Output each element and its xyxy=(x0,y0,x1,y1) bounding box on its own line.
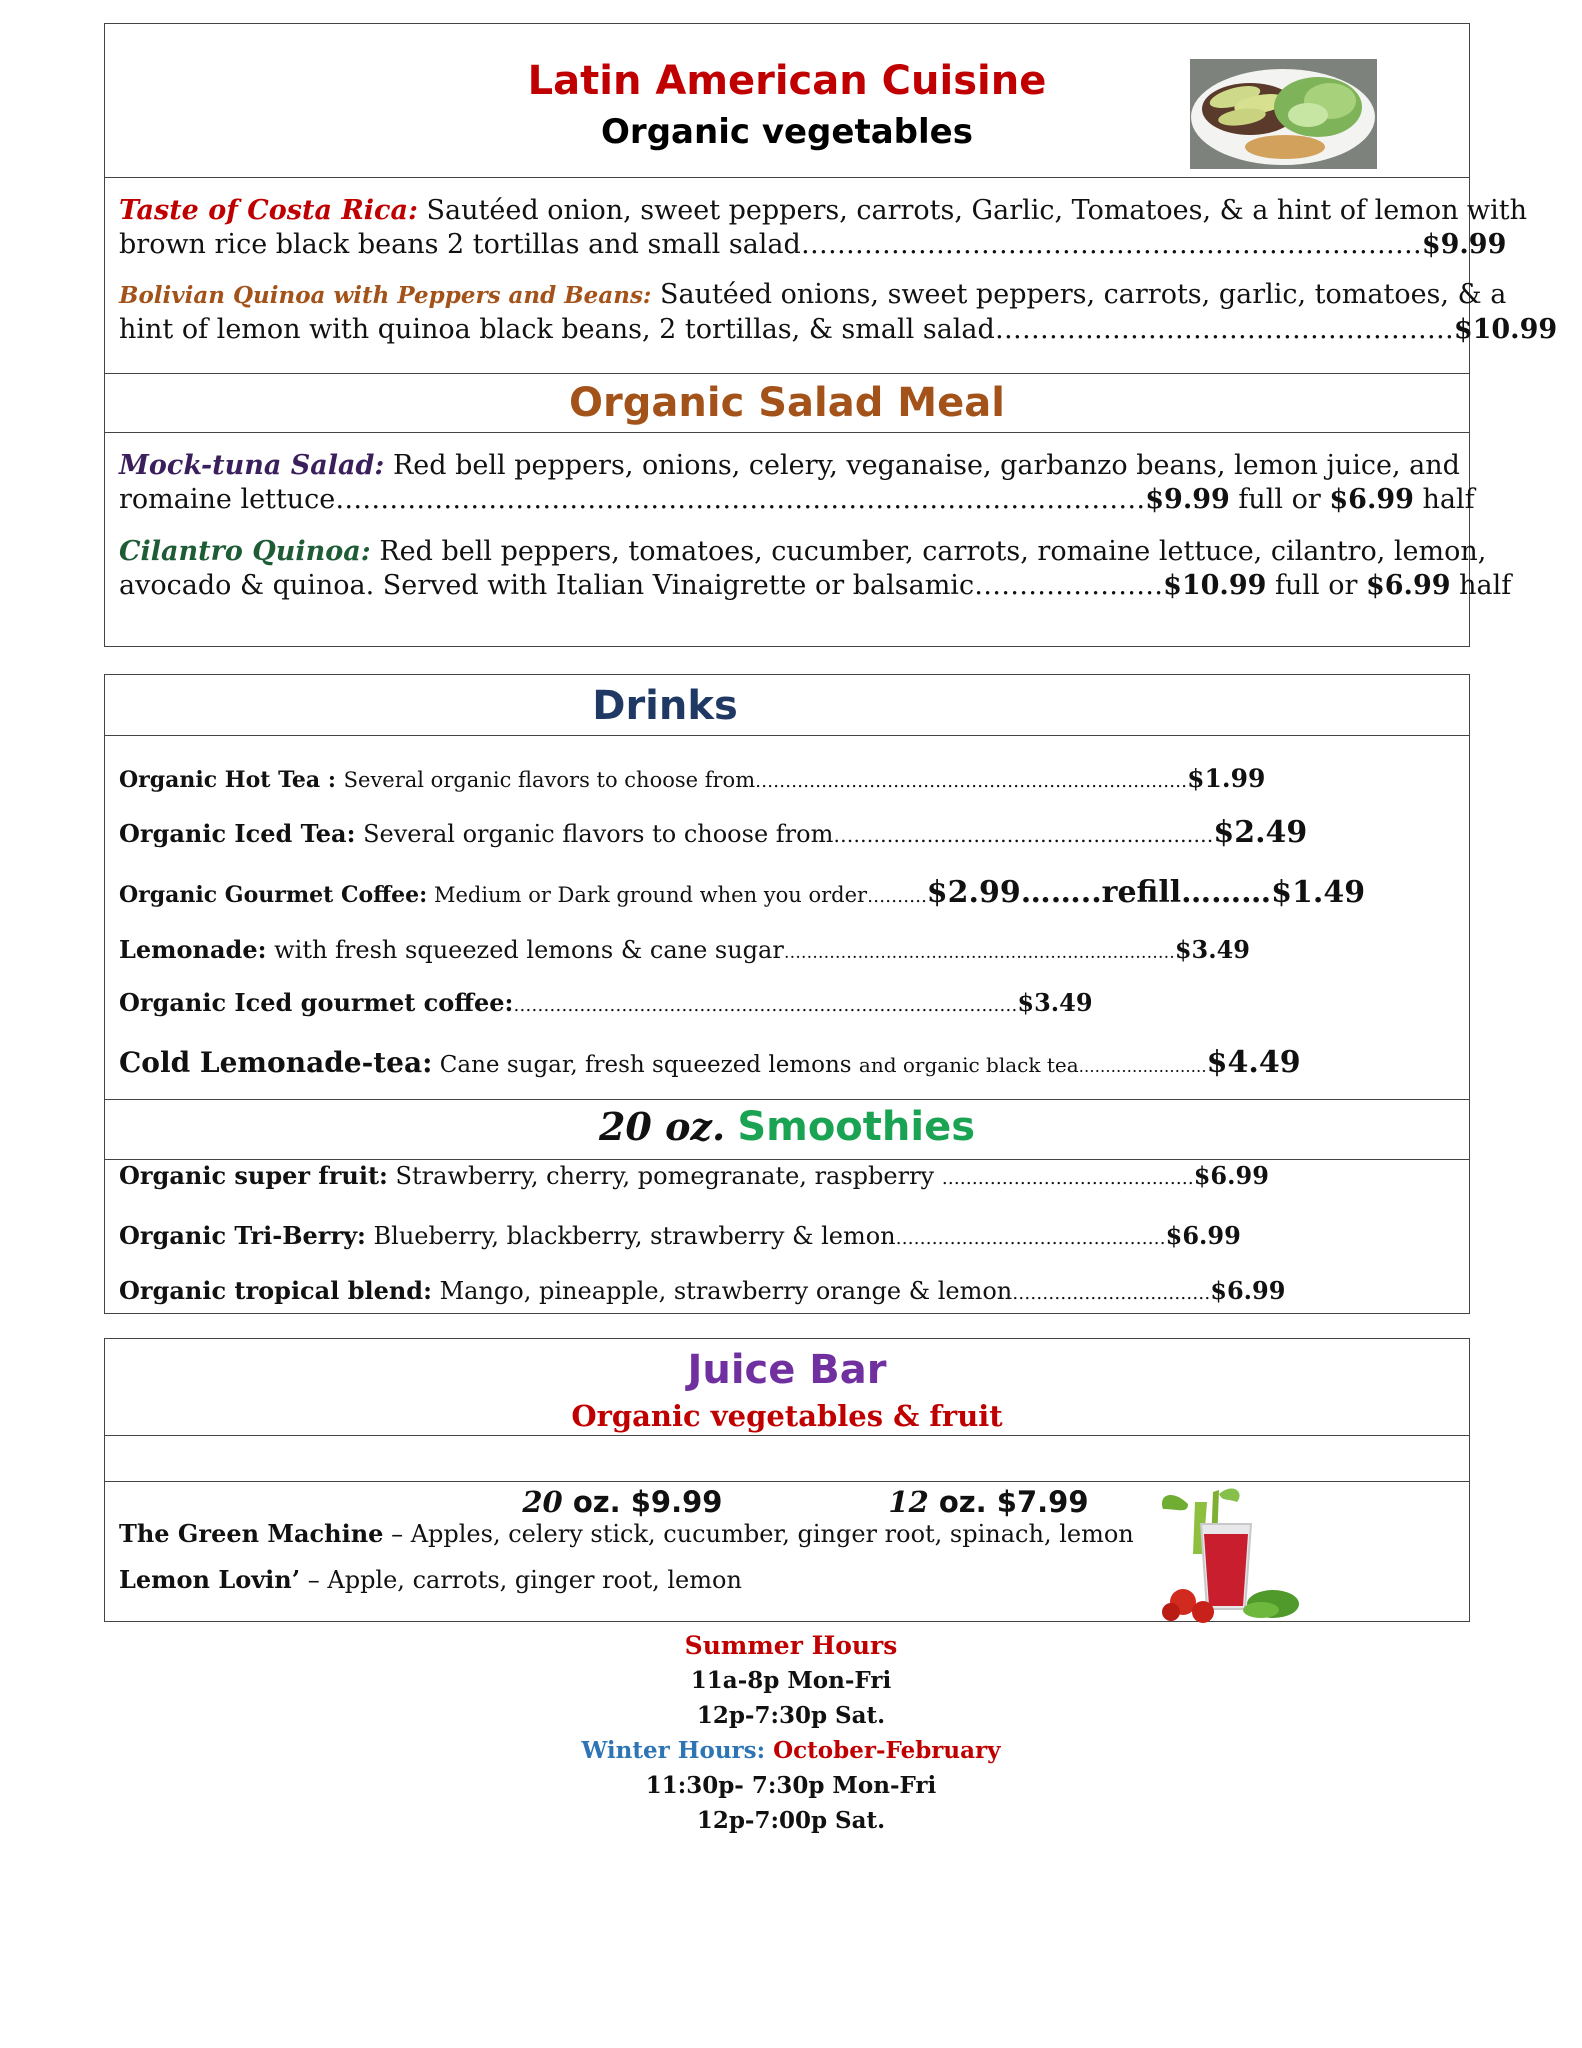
menu-item-cilantro-quinoa xyxy=(119,535,1512,603)
drink-name: Organic Iced gourmet coffee: xyxy=(119,988,514,1017)
item-name: Bolivian Quinoa with Peppers and Beans: xyxy=(119,282,652,309)
juice-bar-panel xyxy=(104,1338,1470,1622)
item-name: Cilantro Quinoa: xyxy=(119,536,371,567)
item-desc: brown rice black beans 2 tortillas and small salad xyxy=(119,229,801,260)
item-desc: Sautéed onion, sweet peppers, carrots, Garlic, Tomatoes, & a hint of lemon with xyxy=(417,195,1528,226)
drink-iced-tea xyxy=(119,815,1307,850)
drink-price: $4.49 xyxy=(1206,1045,1301,1080)
smoothie-desc: Mango, pineapple, strawberry orange & lemon xyxy=(431,1277,1013,1305)
price-full: $9.99 xyxy=(1145,484,1230,515)
menu-title: Latin American Cuisine xyxy=(527,58,1047,104)
smoothie-size: 20 oz. xyxy=(598,1104,726,1149)
drink-lemonade xyxy=(119,935,1250,964)
juice-name: Lemon Lovin’ xyxy=(119,1565,301,1594)
smoothie-desc: Blueberry, blackberry, strawberry & lemon xyxy=(365,1222,896,1250)
summer-hours-label: Summer Hours xyxy=(684,1631,898,1660)
smoothie-name: Organic tropical blend: xyxy=(119,1276,432,1305)
menu-item-costa-rica xyxy=(119,194,1528,262)
item-desc: Sautéed onions, sweet peppers, carrots, garlic, tomatoes, & a xyxy=(651,279,1507,310)
drink-cold-lemonade-tea xyxy=(119,1045,1301,1080)
juice-heading: Juice Bar xyxy=(687,1347,887,1393)
dish-illustration xyxy=(1190,59,1377,169)
winter-hours-weekday: 11:30p- 7:30p Mon-Fri xyxy=(645,1772,937,1799)
drink-desc: with fresh squeezed lemons & cane sugar xyxy=(266,936,784,964)
juice-name: The Green Machine xyxy=(119,1519,384,1548)
summer-hours-weekday: 11a-8p Mon-Fri xyxy=(690,1667,892,1694)
smoothie-price: $6.99 xyxy=(1165,1221,1241,1250)
drinks-panel xyxy=(104,674,1470,1314)
summer-hours-saturday: 12p-7:30p Sat. xyxy=(696,1702,886,1729)
drink-name: Cold Lemonade-tea: xyxy=(119,1046,433,1079)
half-label: half xyxy=(1450,570,1512,601)
leader-dots: ……………………………………………………………… xyxy=(755,771,1188,792)
salad-heading: Organic Salad Meal xyxy=(569,380,1005,426)
item-desc: avocado & quinoa. Served with Italian Vinaigrette or balsamic xyxy=(119,570,975,601)
leader-dots: ………………………………………………… xyxy=(833,823,1214,847)
full-label: full or xyxy=(1229,484,1330,515)
drink-name: Organic Iced Tea: xyxy=(119,819,356,848)
size-small: 12 xyxy=(888,1485,929,1519)
price-full: $10.99 xyxy=(1163,570,1267,601)
item-desc: romaine lettuce xyxy=(119,484,336,515)
leader-dots: …………………………………………………………… xyxy=(783,943,1175,963)
juice-desc: – Apple, carrots, ginger root, lemon xyxy=(300,1566,742,1594)
smoothie-name: Organic super fruit: xyxy=(119,1161,388,1190)
winter-hours-label: Winter Hours: xyxy=(581,1737,766,1764)
refill-label: ……..refill……… xyxy=(1020,875,1272,910)
drinks-heading: Drinks xyxy=(592,683,738,729)
item-name: Mock-tuna Salad: xyxy=(119,450,385,481)
drink-iced-gourmet-coffee xyxy=(119,988,1093,1017)
smoothie-tri-berry xyxy=(119,1221,1241,1250)
smoothie-tropical-blend xyxy=(119,1276,1285,1305)
drink-gourmet-coffee xyxy=(119,875,1365,910)
leader-dots: ………. xyxy=(867,886,927,907)
item-desc: hint of lemon with quinoa black beans, 2 tortillas, & small salad xyxy=(119,314,995,345)
full-label: full or xyxy=(1266,570,1366,601)
juice-green-machine xyxy=(119,1519,1134,1548)
smoothie-desc: Strawberry, cherry, pomegranate, raspberry xyxy=(387,1162,942,1190)
leader-dots: …………………………… xyxy=(1012,1283,1211,1304)
smoothie-title: Smoothies xyxy=(737,1104,976,1150)
leader-dots: …………………………………… xyxy=(941,1168,1194,1189)
winter-hours-label-row xyxy=(0,1734,1582,1768)
leader-dots: ………………… xyxy=(974,570,1164,601)
drink-price: $3.49 xyxy=(1174,935,1250,964)
drink-desc: Medium or Dark ground when you order xyxy=(427,883,868,907)
juice-lemon-lovin xyxy=(119,1565,742,1594)
drink-price: $3.49 xyxy=(1017,988,1093,1017)
drink-price: $1.99 xyxy=(1187,764,1266,793)
vegetable-juice-glass-icon xyxy=(1153,1484,1313,1624)
menu-item-mock-tuna xyxy=(119,449,1475,517)
smoothie-super-fruit xyxy=(119,1161,1269,1190)
juice-subheading: Organic vegetables & fruit xyxy=(571,1399,1003,1433)
winter-hours-months: October-February xyxy=(765,1737,1001,1764)
latin-salad-panel xyxy=(104,23,1558,647)
drink-desc: Several organic flavors to choose from xyxy=(343,768,756,792)
drink-name: Organic Gourmet Coffee: xyxy=(119,882,428,908)
item-price: $10.99 xyxy=(1453,314,1558,345)
plated-dish-photo xyxy=(1190,59,1377,169)
size-large: 20 xyxy=(522,1485,563,1519)
leader-dots: ……………………………………………………………………………… xyxy=(335,484,1146,515)
winter-hours-saturday: 12p-7:00p Sat. xyxy=(696,1807,886,1834)
smoothie-price: $6.99 xyxy=(1193,1161,1269,1190)
leader-dots: ……………………………………… xyxy=(895,1228,1166,1249)
smoothie-name: Organic Tri-Berry: xyxy=(119,1221,366,1250)
leader-dots: ………………………………………………………………………… xyxy=(513,995,1018,1016)
menu-item-bolivian-quinoa xyxy=(119,278,1558,347)
price-small: oz. $7.99 xyxy=(928,1485,1089,1519)
half-label: half xyxy=(1413,484,1475,515)
juice-desc: – Apples, celery stick, cucumber, ginger root, spinach, lemon xyxy=(383,1520,1134,1548)
drink-price: $2.99 xyxy=(926,875,1021,910)
drink-desc: Several organic flavors to choose from xyxy=(355,820,834,848)
leader-dots: …………………………………………………………… xyxy=(800,229,1422,260)
leader-dots: …………………………………………… xyxy=(994,314,1454,345)
price-half: $6.99 xyxy=(1329,484,1414,515)
drink-hot-tea xyxy=(119,764,1265,793)
menu-subtitle: Organic vegetables xyxy=(601,112,973,152)
smoothies-heading xyxy=(105,1103,1469,1151)
smoothie-price: $6.99 xyxy=(1210,1276,1286,1305)
item-price: $9.99 xyxy=(1421,229,1507,260)
leader-dots: …………………… xyxy=(1078,1057,1207,1076)
drink-desc: Cane sugar, fresh squeezed lemons xyxy=(432,1052,859,1078)
item-desc: Red bell peppers, onions, celery, veganaise, garbanzo beans, lemon juice, and xyxy=(384,450,1460,481)
price-half: $6.99 xyxy=(1365,570,1451,601)
drink-name: Lemonade: xyxy=(119,935,267,964)
drink-price: $2.49 xyxy=(1213,815,1308,850)
refill-price: $1.49 xyxy=(1271,875,1366,910)
price-large: oz. $9.99 xyxy=(562,1485,723,1519)
item-desc: Red bell peppers, tomatoes, cucumber, carrots, romaine lettuce, cilantro, lemon, xyxy=(370,536,1487,567)
drink-desc-b: and organic black tea xyxy=(858,1053,1079,1077)
item-name: Taste of Costa Rica: xyxy=(119,195,418,226)
drink-name: Organic Hot Tea : xyxy=(119,767,344,793)
